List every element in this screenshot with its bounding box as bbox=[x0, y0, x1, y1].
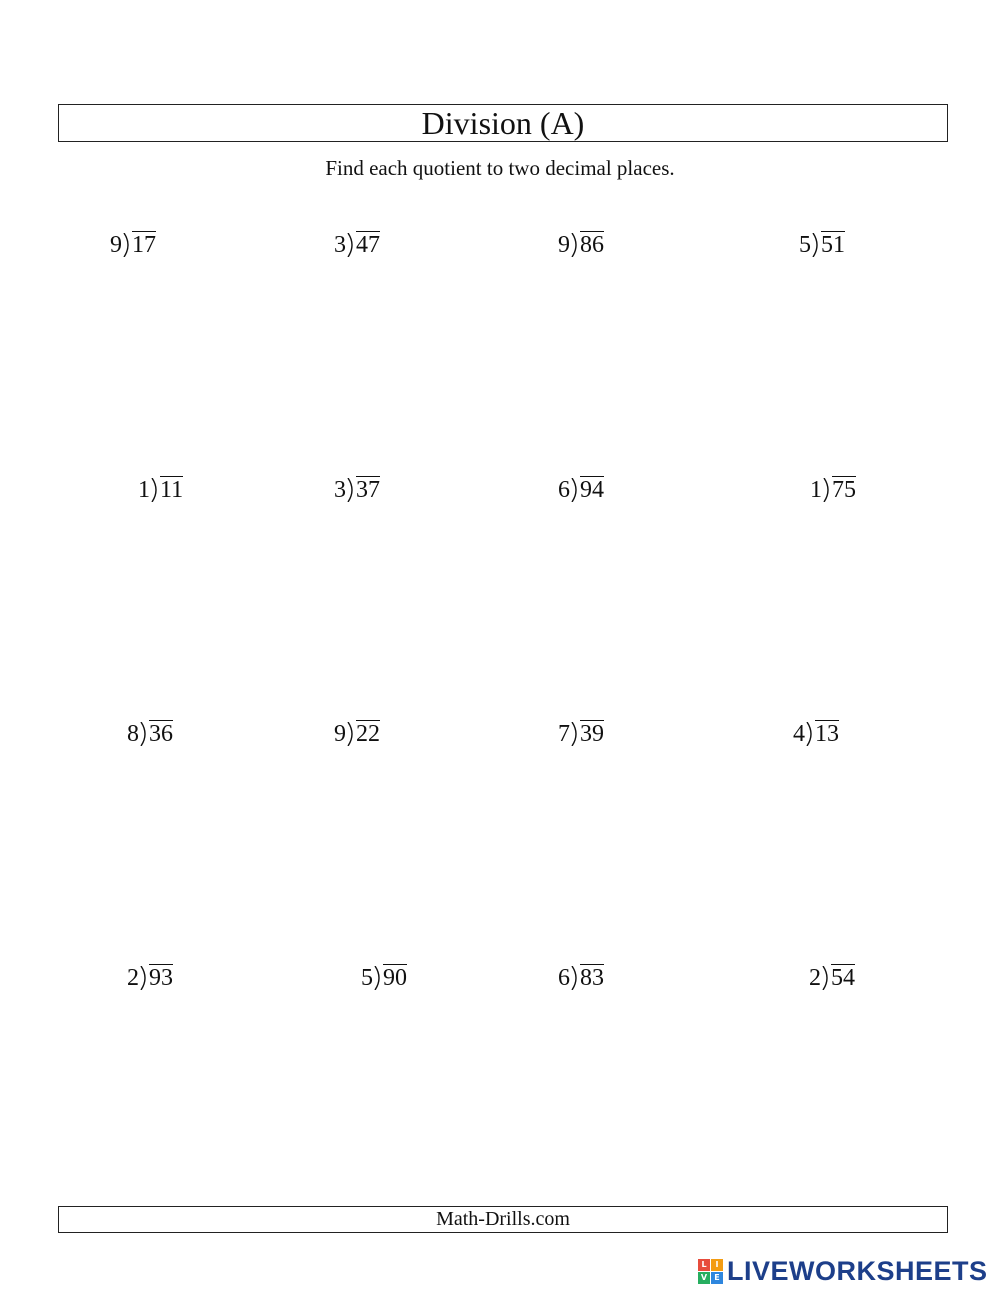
liveworksheets-logo[interactable] bbox=[698, 1256, 988, 1286]
divisor: 9 bbox=[334, 721, 346, 747]
brand-name: LIVEWORKSHEETS bbox=[727, 1255, 988, 1286]
divisor: 5 bbox=[799, 232, 811, 258]
dividend: 13 bbox=[815, 721, 839, 747]
divisor: 1 bbox=[810, 477, 822, 503]
instructions: Find each quotient to two decimal places. bbox=[325, 156, 675, 180]
dividend: 47 bbox=[356, 232, 380, 258]
division-bracket bbox=[812, 233, 821, 257]
problem-11 bbox=[558, 722, 604, 746]
dividend: 90 bbox=[383, 965, 407, 991]
dividend: 22 bbox=[356, 721, 380, 747]
division-bracket bbox=[571, 478, 580, 502]
problem-15 bbox=[558, 966, 604, 990]
division-bracket bbox=[571, 233, 580, 257]
logo-tile: V bbox=[698, 1272, 710, 1284]
divisor: 5 bbox=[361, 965, 373, 991]
dividend: 54 bbox=[831, 965, 855, 991]
division-bracket bbox=[823, 478, 832, 502]
division-bracket bbox=[347, 233, 356, 257]
problem-10 bbox=[334, 722, 380, 746]
logo-tile: I bbox=[711, 1259, 723, 1271]
footer-box bbox=[58, 1206, 948, 1233]
problem-16 bbox=[809, 966, 855, 990]
logo-grid-icon bbox=[698, 1259, 723, 1284]
problem-4 bbox=[799, 233, 845, 257]
division-bracket bbox=[822, 966, 831, 990]
divisor: 6 bbox=[558, 965, 570, 991]
divisor: 6 bbox=[558, 477, 570, 503]
division-bracket bbox=[571, 722, 580, 746]
division-bracket bbox=[347, 478, 356, 502]
dividend: 39 bbox=[580, 721, 604, 747]
footer-source: Math-Drills.com bbox=[436, 1208, 570, 1230]
divisor: 3 bbox=[334, 232, 346, 258]
divisor: 9 bbox=[110, 232, 122, 258]
problem-1 bbox=[110, 233, 156, 257]
division-bracket bbox=[140, 966, 149, 990]
dividend: 83 bbox=[580, 965, 604, 991]
worksheet-title: Division (A) bbox=[421, 105, 585, 141]
dividend: 17 bbox=[132, 232, 156, 258]
division-bracket bbox=[571, 966, 580, 990]
problem-7 bbox=[558, 478, 604, 502]
title-box bbox=[58, 104, 948, 142]
problem-13 bbox=[127, 966, 173, 990]
dividend: 51 bbox=[821, 232, 845, 258]
problem-8 bbox=[810, 478, 856, 502]
division-bracket bbox=[123, 233, 132, 257]
divisor: 7 bbox=[558, 721, 570, 747]
division-bracket bbox=[151, 478, 160, 502]
dividend: 37 bbox=[356, 477, 380, 503]
divisor: 4 bbox=[793, 721, 805, 747]
divisor: 2 bbox=[809, 965, 821, 991]
problem-3 bbox=[558, 233, 604, 257]
dividend: 75 bbox=[832, 477, 856, 503]
divisor: 2 bbox=[127, 965, 139, 991]
dividend: 86 bbox=[580, 232, 604, 258]
problem-2 bbox=[334, 233, 380, 257]
divisor: 3 bbox=[334, 477, 346, 503]
dividend: 36 bbox=[149, 721, 173, 747]
problem-12 bbox=[793, 722, 839, 746]
logo-tile: L bbox=[698, 1259, 710, 1271]
dividend: 94 bbox=[580, 477, 604, 503]
problem-5 bbox=[138, 478, 183, 502]
division-bracket bbox=[347, 722, 356, 746]
division-bracket bbox=[374, 966, 383, 990]
problem-14 bbox=[361, 966, 407, 990]
divisor: 1 bbox=[138, 477, 150, 503]
dividend: 93 bbox=[149, 965, 173, 991]
divisor: 8 bbox=[127, 721, 139, 747]
problem-9 bbox=[127, 722, 173, 746]
problem-6 bbox=[334, 478, 380, 502]
logo-tile: E bbox=[711, 1272, 723, 1284]
division-bracket bbox=[806, 722, 815, 746]
divisor: 9 bbox=[558, 232, 570, 258]
dividend: 11 bbox=[160, 477, 184, 503]
division-bracket bbox=[140, 722, 149, 746]
